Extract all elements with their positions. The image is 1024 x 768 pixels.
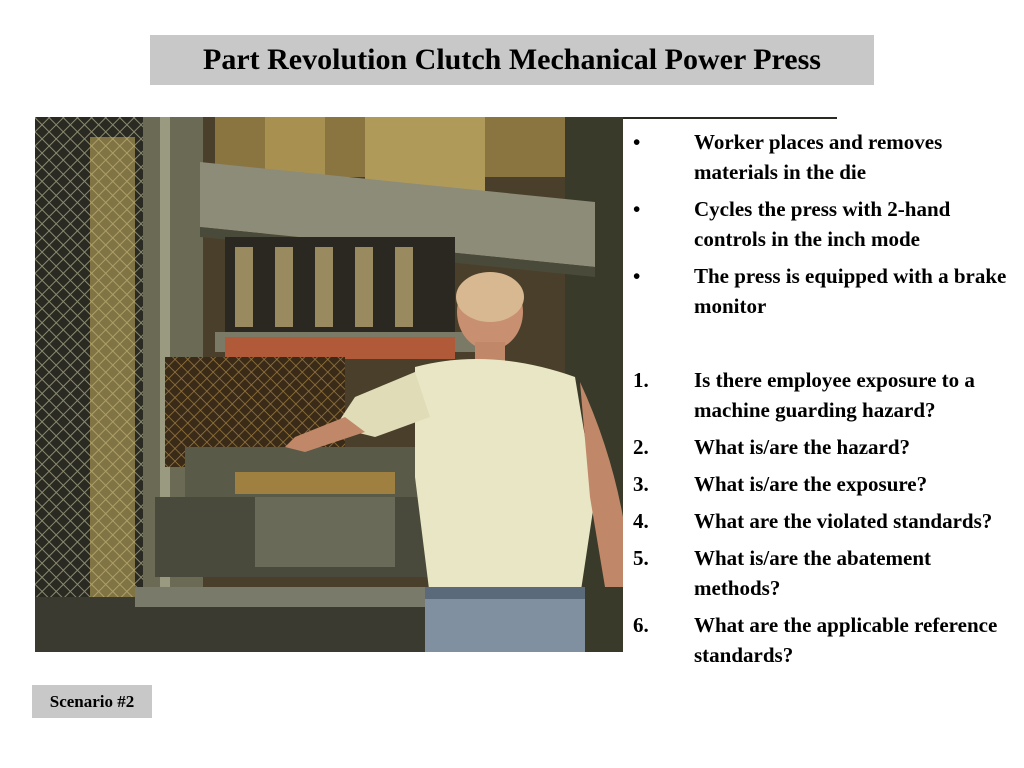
bullet-text: Cycles the press with 2-hand controls in the inch mode bbox=[694, 197, 951, 251]
question-item bbox=[633, 610, 1018, 670]
question-item bbox=[633, 365, 1018, 425]
bullet-item bbox=[633, 127, 1018, 187]
question-text: What are the applicable reference standards? bbox=[694, 613, 998, 667]
question-number: 2. bbox=[633, 435, 649, 459]
scenario-label: Scenario #2 bbox=[32, 685, 152, 718]
bullet-marker: • bbox=[633, 197, 641, 221]
question-number: 5. bbox=[633, 546, 649, 570]
question-item bbox=[633, 543, 1018, 603]
question-item bbox=[633, 432, 1018, 462]
question-item bbox=[633, 506, 1018, 536]
bullet-text: Worker places and removes materials in the die bbox=[694, 130, 943, 184]
question-text: Is there employee exposure to a machine guarding hazard? bbox=[694, 368, 975, 422]
press-operator-photo bbox=[35, 117, 623, 652]
question-text: What are the violated standards? bbox=[694, 509, 993, 533]
question-number: 4. bbox=[633, 509, 649, 533]
slide-title-box bbox=[150, 35, 874, 85]
bullet-marker: • bbox=[633, 130, 641, 154]
bullet-item bbox=[633, 194, 1018, 254]
photo-top-edge bbox=[623, 117, 837, 119]
slide-title: Part Revolution Clutch Mechanical Power Press bbox=[203, 43, 821, 76]
question-item bbox=[633, 469, 1018, 499]
question-text: What is/are the abatement methods? bbox=[694, 546, 931, 600]
bullet-item bbox=[633, 261, 1018, 321]
bullet-text: The press is equipped with a brake monitor bbox=[694, 264, 1007, 318]
bullet-marker: • bbox=[633, 264, 641, 288]
slide-body bbox=[633, 127, 1018, 677]
question-text: What is/are the hazard? bbox=[694, 435, 911, 459]
question-number: 1. bbox=[633, 368, 649, 392]
question-number: 3. bbox=[633, 472, 649, 496]
question-text: What is/are the exposure? bbox=[694, 472, 928, 496]
question-number: 6. bbox=[633, 613, 649, 637]
